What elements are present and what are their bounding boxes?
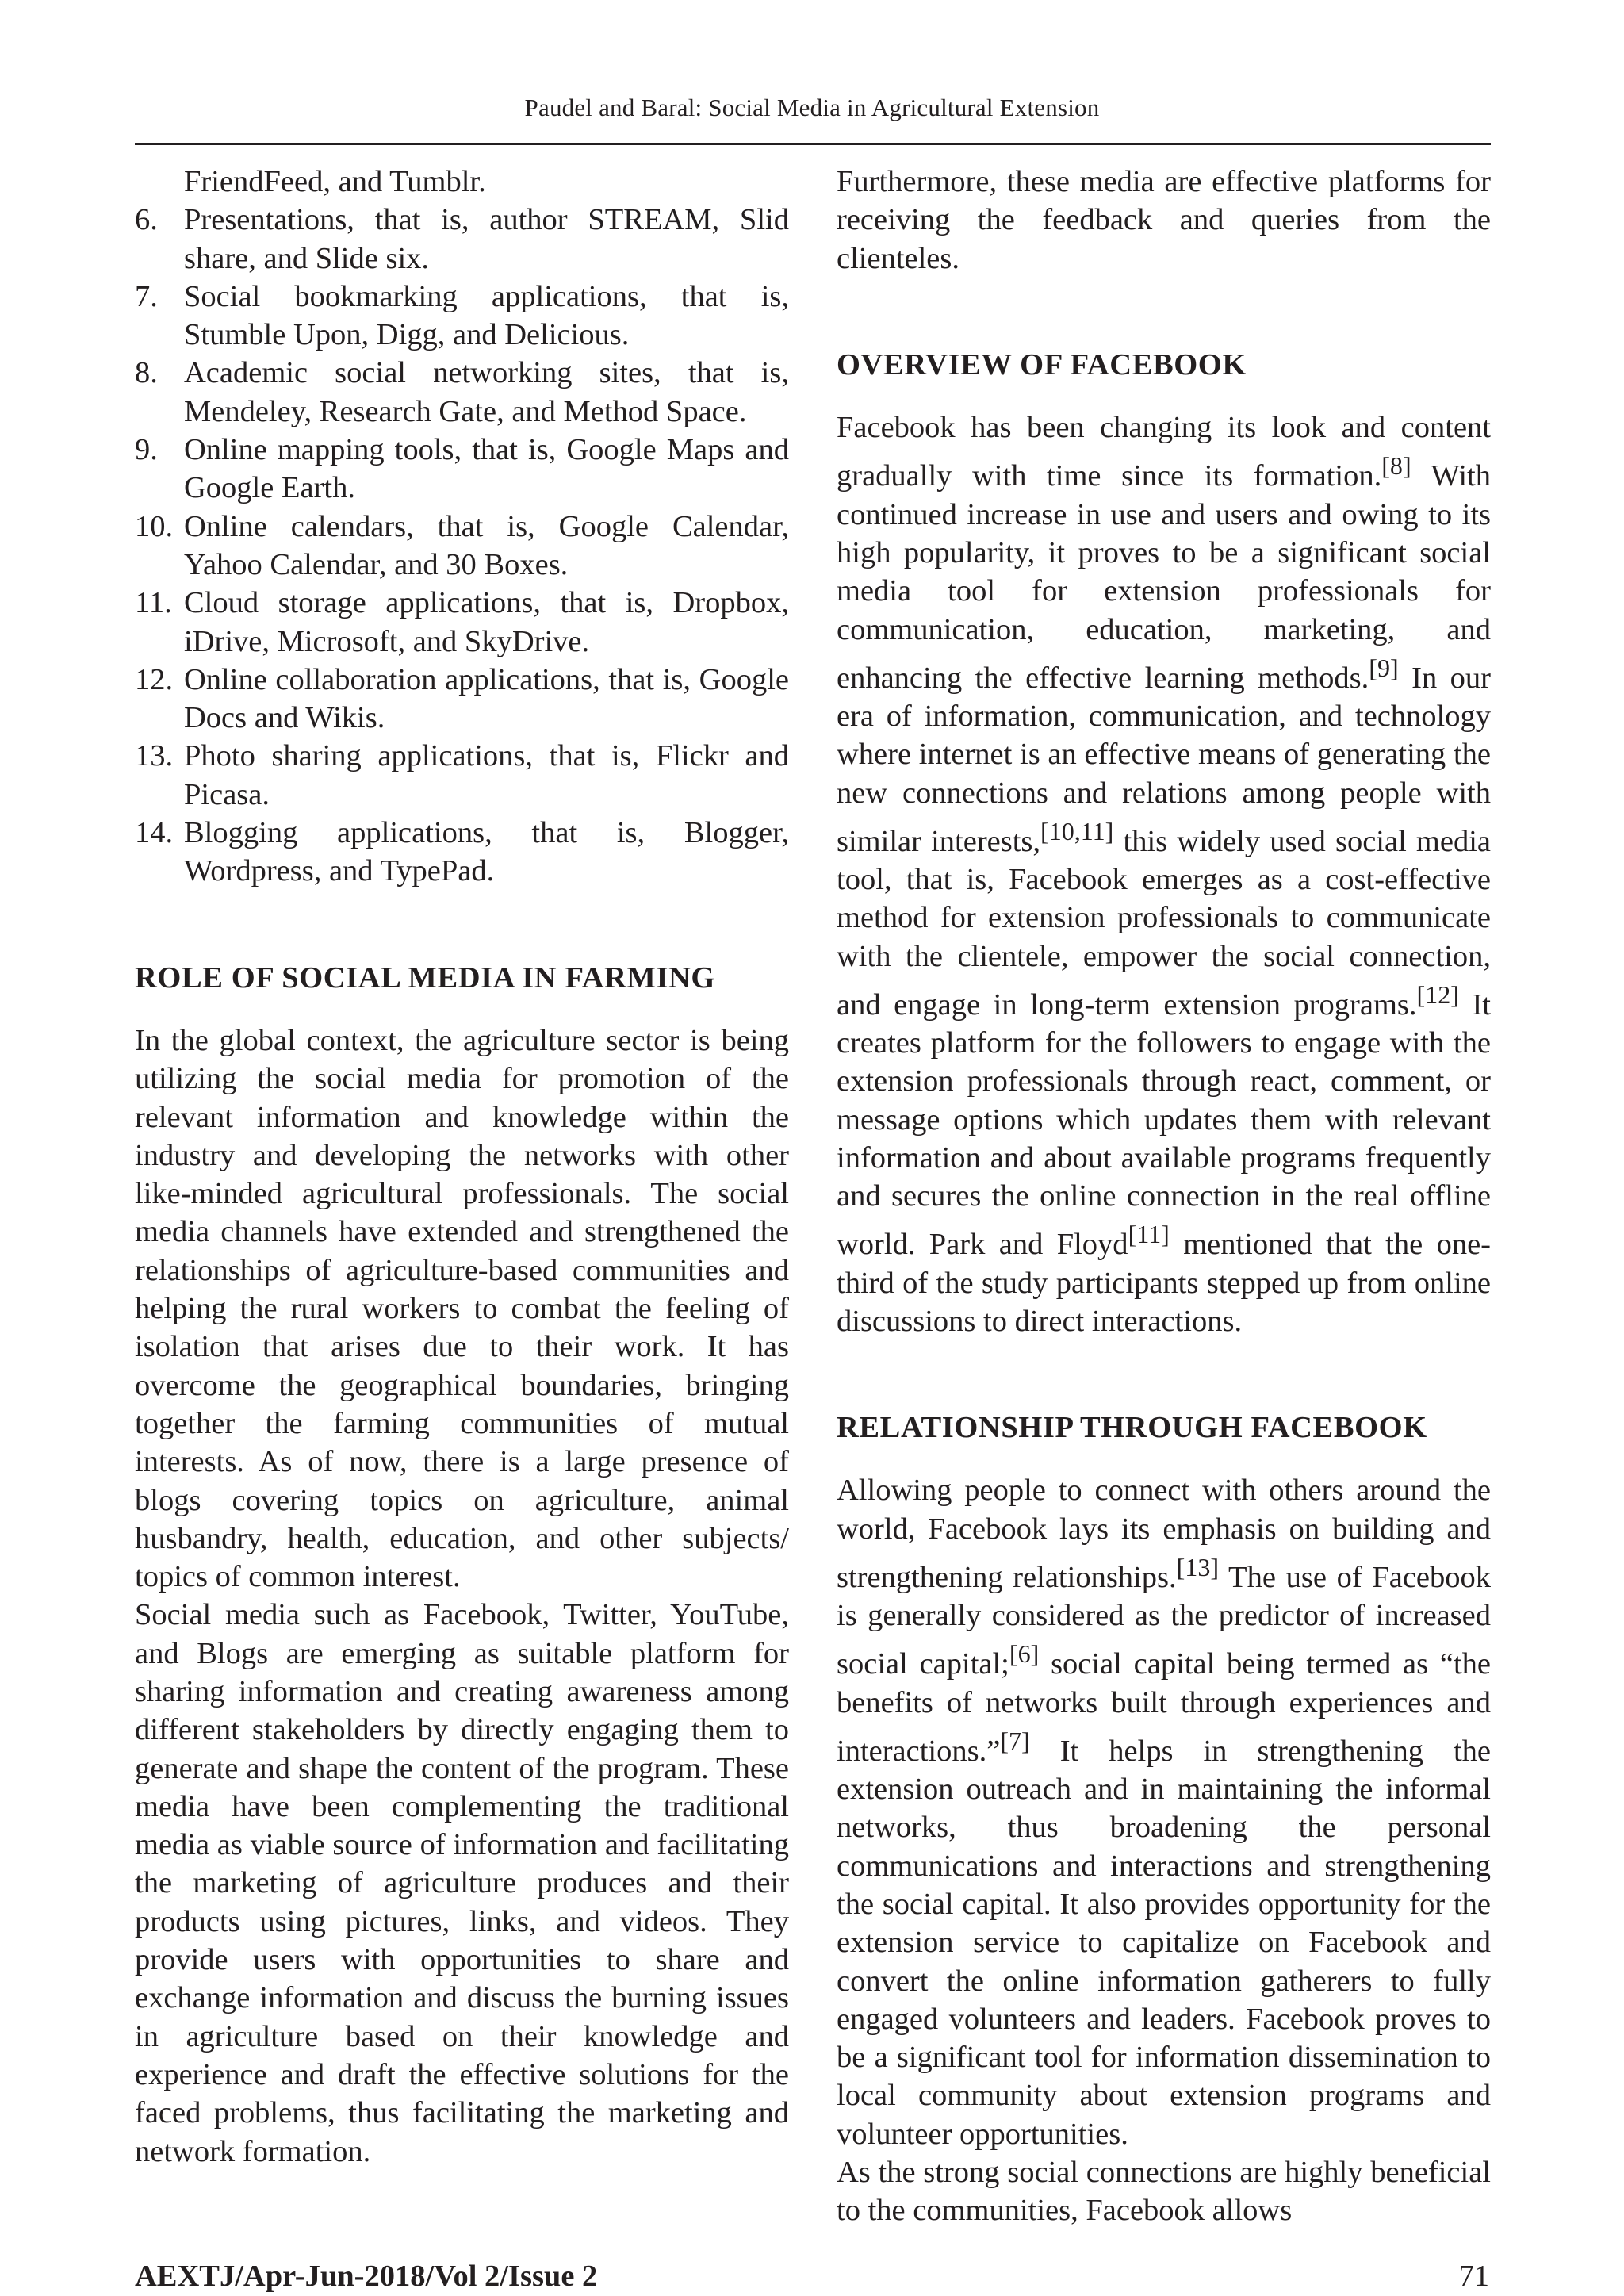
header-rule	[135, 143, 1491, 145]
citation-ref: [10,11]	[1040, 816, 1114, 845]
list-number: 9.	[135, 433, 158, 467]
page-number: 71	[1458, 2260, 1489, 2293]
heading-gap	[837, 384, 1491, 408]
list-text: Online mapping tools, that is, Google Maps and Google Earth.	[184, 433, 789, 505]
list-item	[135, 814, 789, 891]
list-text: Social bookmarking applications, that is, Stumble Upon, Digg, and Delicious.	[184, 279, 789, 352]
section-heading-relationship-through-facebook: RELATIONSHIP THROUGH FACEBOOK	[837, 1411, 1427, 1445]
list-text: Academic social networking sites, that is, Mendeley, Research Gate, and Method Space.	[184, 356, 789, 428]
heading-gap	[135, 997, 789, 1022]
list-item	[135, 661, 789, 738]
list-item	[135, 431, 789, 508]
section-gap	[837, 1340, 1491, 1409]
list-number: 12.	[135, 662, 174, 696]
list-text: Presentations, that is, author STREAM, Slid share, and Slide six.	[184, 203, 789, 275]
body-paragraph	[837, 1471, 1491, 2153]
list-text: Online collaboration applications, that is, Google Docs and Wikis.	[184, 662, 789, 735]
text-run: social capital being termed as “the benefits of networks built through experiences and interactions.”	[837, 1647, 1491, 1768]
list-continuation: FriendFeed, and Tumblr.	[184, 165, 486, 198]
list-number: 13.	[135, 739, 174, 773]
list-number: 10.	[135, 509, 174, 543]
section-heading-role-of-social-media: ROLE OF SOCIAL MEDIA IN FARMING	[135, 960, 715, 995]
text-run: mentioned that the one-third of the study participants stepped up from online discussions to direct interactions.	[837, 1228, 1491, 1338]
text-run: In our era of information, communication, and technology where internet is an effective means of generating the new connections and relations among people with similar interests,	[837, 661, 1491, 858]
text-run: With continued increase in use and users and owing to its high popularity, it proves to be a significant social media tool for extension professionals for communication, education, marketing, and enhancing the effective learning methods.	[837, 459, 1491, 695]
body-paragraph: As the strong social connections are highly beneficial to the communities, Facebook allows	[837, 2155, 1491, 2228]
journal-footer: AEXTJ/Apr-Jun-2018/Vol 2/Issue 2	[135, 2260, 598, 2293]
text-run: The use of Facebook is generally considered as the predictor of increased social capital;	[837, 1560, 1491, 1681]
citation-ref: [8]	[1381, 451, 1411, 481]
list-number: 14.	[135, 816, 174, 850]
list-text: Online calendars, that is, Google Calendar, Yahoo Calendar, and 30 Boxes.	[184, 509, 789, 581]
list-item	[135, 737, 789, 814]
list-item	[135, 278, 789, 355]
list-text: Cloud storage applications, that is, Dropbox, iDrive, Microsoft, and SkyDrive.	[184, 586, 789, 658]
body-paragraph: In the global context, the agriculture sector is being utilizing the social media for promotion of the relevant information and knowledge within the industry and developing the networks with other like-minded agricultural professionals. The social media channels have extended and strengthened the relationships of agriculture-based communities and helping the rural workers to combat the feeling of isolation that arises due to their work. It has overcome the geographical boundaries, bringing together the farming communities of mutual interests. As of now, there is a large presence of blogs covering topics on agriculture, animal husbandry, health, education, and other subjects/ topics of common interest.	[135, 1023, 789, 1594]
citation-ref: [6]	[1009, 1639, 1040, 1669]
list-number: 6.	[135, 203, 158, 237]
list-text: Photo sharing applications, that is, Flickr and Picasa.	[184, 739, 789, 811]
list-number: 11.	[135, 586, 172, 620]
section-gap	[837, 278, 1491, 346]
text-run: this widely used social media tool, that is, Facebook emerges as a cost-effective method for extension professionals to communicate with the clientele, empower the social connection, and engage in long-term extension programs.	[837, 824, 1491, 1022]
list-text: Blogging applications, that is, Blogger, Wordpress, and TypePad.	[184, 816, 789, 888]
text-run: It creates platform for the followers to engage with the extension professionals through react, comment, or message options which updates them with relevant information and about available programs frequently and secures the online connection in the real offline world. Park and Floyd	[837, 987, 1491, 1262]
text-run: Allowing people to connect with others around the world, Facebook lays its emphasis on building and strengthening relationships.	[837, 1474, 1491, 1594]
list-number: 8.	[135, 356, 158, 390]
citation-ref: [7]	[1000, 1726, 1030, 1755]
section-heading-overview-of-facebook: OVERVIEW OF FACEBOOK	[837, 347, 1247, 381]
heading-gap	[837, 1447, 1491, 1471]
body-paragraph: Social media such as Facebook, Twitter, YouTube, and Blogs are emerging as suitable platform for sharing information and creating awareness among different stakeholders by directly engaging them to generate and shape the content of the program. These media have been complementing the traditional media as viable source of information and facilitating the marketing of agriculture produces and their products using pictures, links, and videos. They provide users with opportunities to share and exchange information and discuss the burning issues in agriculture based on their knowledge and experience and draft the effective solutions for the faced problems, thus facilitating the marketing and network formation.	[135, 1598, 789, 2168]
text-run: Facebook has been changing its look and content gradually with time since its formation.	[837, 411, 1491, 493]
list-item	[135, 201, 789, 278]
list-item	[135, 354, 789, 431]
citation-ref: [11]	[1128, 1220, 1170, 1249]
section-gap	[135, 891, 789, 959]
body-paragraph	[837, 408, 1491, 1340]
citation-ref: [13]	[1176, 1553, 1220, 1582]
left-column	[135, 163, 789, 2171]
right-column	[837, 163, 1491, 2230]
running-title: Paudel and Baral: Social Media in Agricultural Extension	[524, 94, 1100, 121]
list-item	[135, 584, 789, 661]
list-number: 7.	[135, 279, 158, 313]
citation-ref: [12]	[1416, 979, 1459, 1009]
body-paragraph: Furthermore, these media are effective platforms for receiving the feedback and queries from the clienteles.	[837, 165, 1491, 275]
text-run: It helps in strengthening the extension outreach and in maintaining the informal networks, thus broadening the personal communications and interactions and strengthening the social capital. It also provides opportunity for the extension service to capitalize on Facebook and convert the online information gatherers to fully engaged volunteers and leaders. Facebook proves to be a significant tool for information dissemination to local community about extension programs and volunteer opportunities.	[837, 1734, 1491, 2151]
list-item	[135, 508, 789, 585]
social-media-tools-list	[135, 201, 789, 890]
citation-ref: [9]	[1369, 653, 1399, 682]
